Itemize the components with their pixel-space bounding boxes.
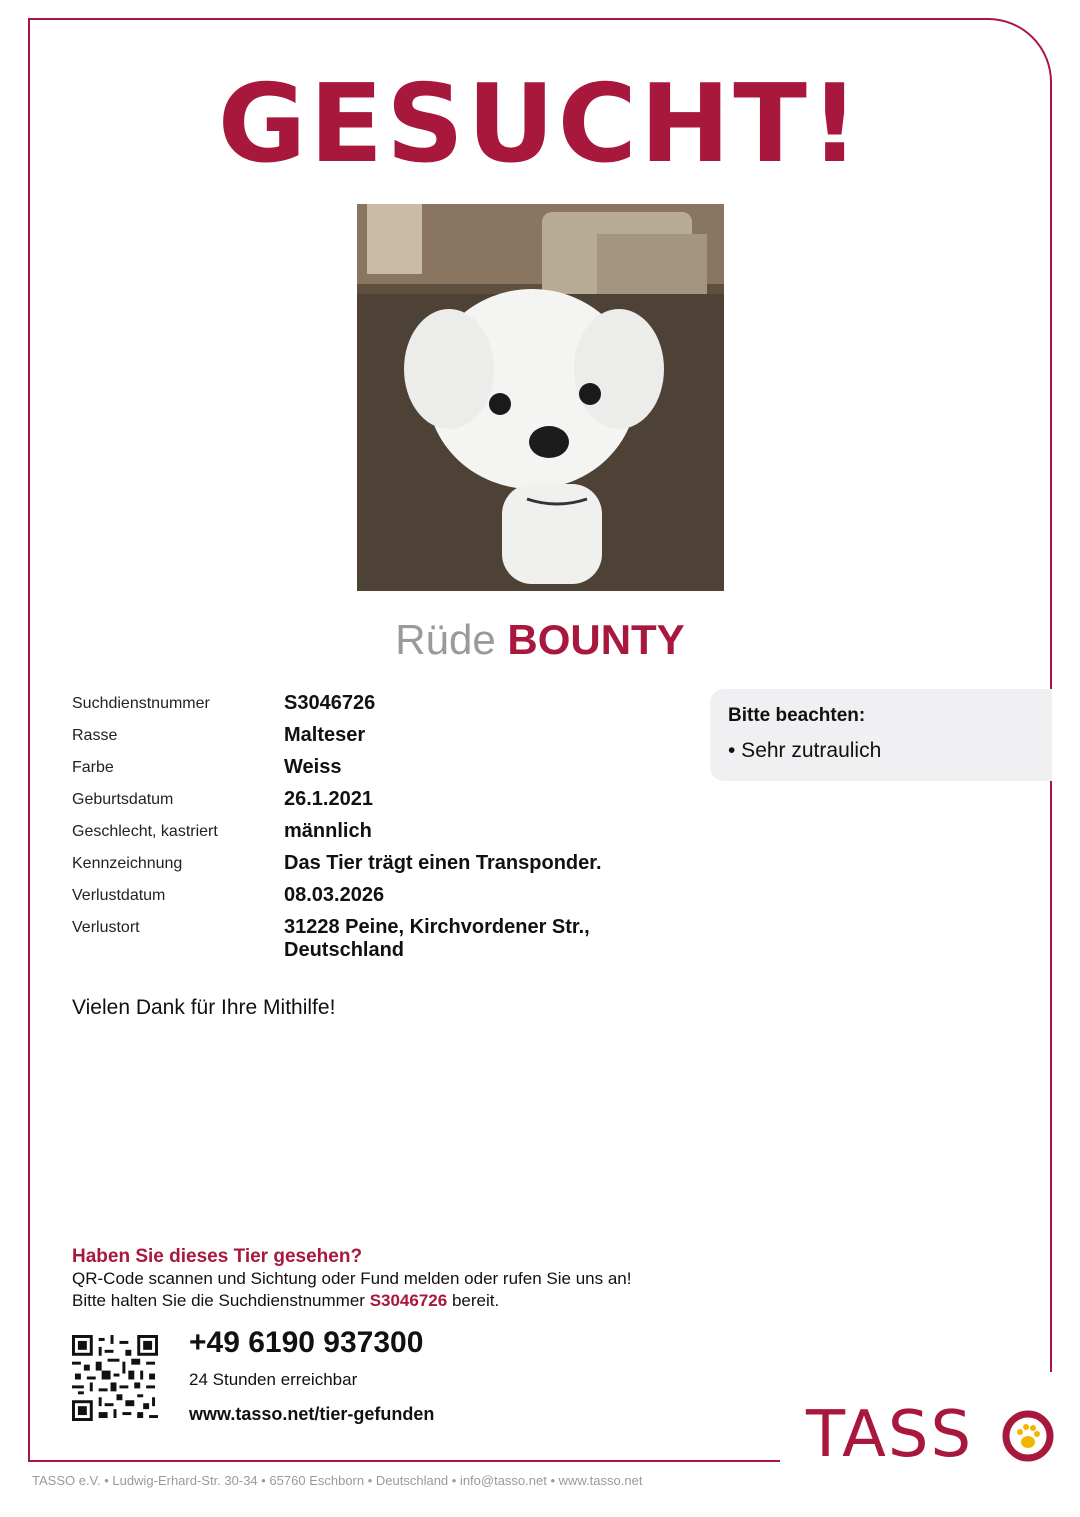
detail-label: Verlustort bbox=[72, 919, 140, 936]
footer-address: TASSO e.V. • Ludwig-Erhard-Str. 30-34 • 65760 Eschborn • Deutschland • info@tasso.net • www.tasso.net bbox=[32, 1473, 643, 1488]
qr-code-icon[interactable] bbox=[72, 1335, 158, 1421]
number-line-prefix: Bitte halten Sie die Suchdienstnummer bbox=[72, 1291, 365, 1310]
detail-label: Geschlecht, kastriert bbox=[72, 823, 218, 840]
detail-label: Farbe bbox=[72, 759, 114, 776]
sighting-instructions: QR-Code scannen und Sichtung oder Fund melden oder rufen Sie uns an! bbox=[72, 1269, 632, 1288]
detail-label: Suchdienstnummer bbox=[72, 695, 210, 712]
thanks-text: Vielen Dank für Ihre Mithilfe! bbox=[72, 996, 336, 1019]
tasso-logo bbox=[806, 1398, 1056, 1472]
sex-label: Rüde bbox=[395, 616, 496, 663]
sighting-number-line bbox=[72, 1290, 772, 1312]
number-line-suffix: bereit. bbox=[451, 1291, 500, 1310]
detail-label: Rasse bbox=[72, 727, 118, 744]
detail-value: S3046726 bbox=[284, 692, 376, 714]
detail-row bbox=[72, 820, 672, 843]
dog-photo bbox=[357, 204, 724, 591]
detail-value: männlich bbox=[284, 820, 372, 842]
sighting-section bbox=[72, 1246, 772, 1312]
detail-value: 26.1.2021 bbox=[284, 788, 373, 810]
detail-row bbox=[72, 852, 672, 875]
detail-row bbox=[72, 692, 672, 715]
dog-photo-illustration bbox=[357, 204, 724, 591]
search-number: S3046726 bbox=[369, 1291, 448, 1310]
note-box bbox=[710, 689, 1052, 781]
detail-row bbox=[72, 788, 672, 811]
detail-row bbox=[72, 724, 672, 747]
note-item: • Sehr zutraulich bbox=[728, 739, 882, 762]
phone-number[interactable]: +49 6190 937300 bbox=[189, 1326, 424, 1359]
detail-value: Weiss bbox=[284, 756, 342, 778]
dog-name: BOUNTY bbox=[507, 616, 685, 663]
detail-value: Malteser bbox=[284, 724, 366, 746]
headline: GESUCHT! bbox=[217, 62, 863, 187]
detail-label: Verlustdatum bbox=[72, 887, 166, 904]
detail-row bbox=[72, 756, 672, 779]
sighting-title: Haben Sie dieses Tier gesehen? bbox=[72, 1246, 363, 1267]
detail-row bbox=[72, 884, 672, 907]
paw-icon bbox=[1002, 1404, 1058, 1464]
detail-label: Kennzeichnung bbox=[72, 855, 183, 872]
detail-value: 31228 Peine, Kirchvordener Str., Deutschland bbox=[284, 916, 590, 961]
availability-text: 24 Stunden erreichbar bbox=[189, 1370, 358, 1389]
detail-label: Geburtsdatum bbox=[72, 791, 174, 808]
detail-value: Das Tier trägt einen Transponder. bbox=[284, 852, 602, 874]
report-link[interactable]: www.tasso.net/tier-gefunden bbox=[189, 1404, 435, 1424]
detail-row bbox=[72, 916, 672, 962]
logo-text: TASS bbox=[806, 1398, 974, 1472]
note-title: Bitte beachten: bbox=[728, 705, 866, 726]
dog-name-line bbox=[0, 616, 1080, 664]
detail-value: 08.03.2026 bbox=[284, 884, 385, 906]
details-table bbox=[72, 692, 672, 971]
